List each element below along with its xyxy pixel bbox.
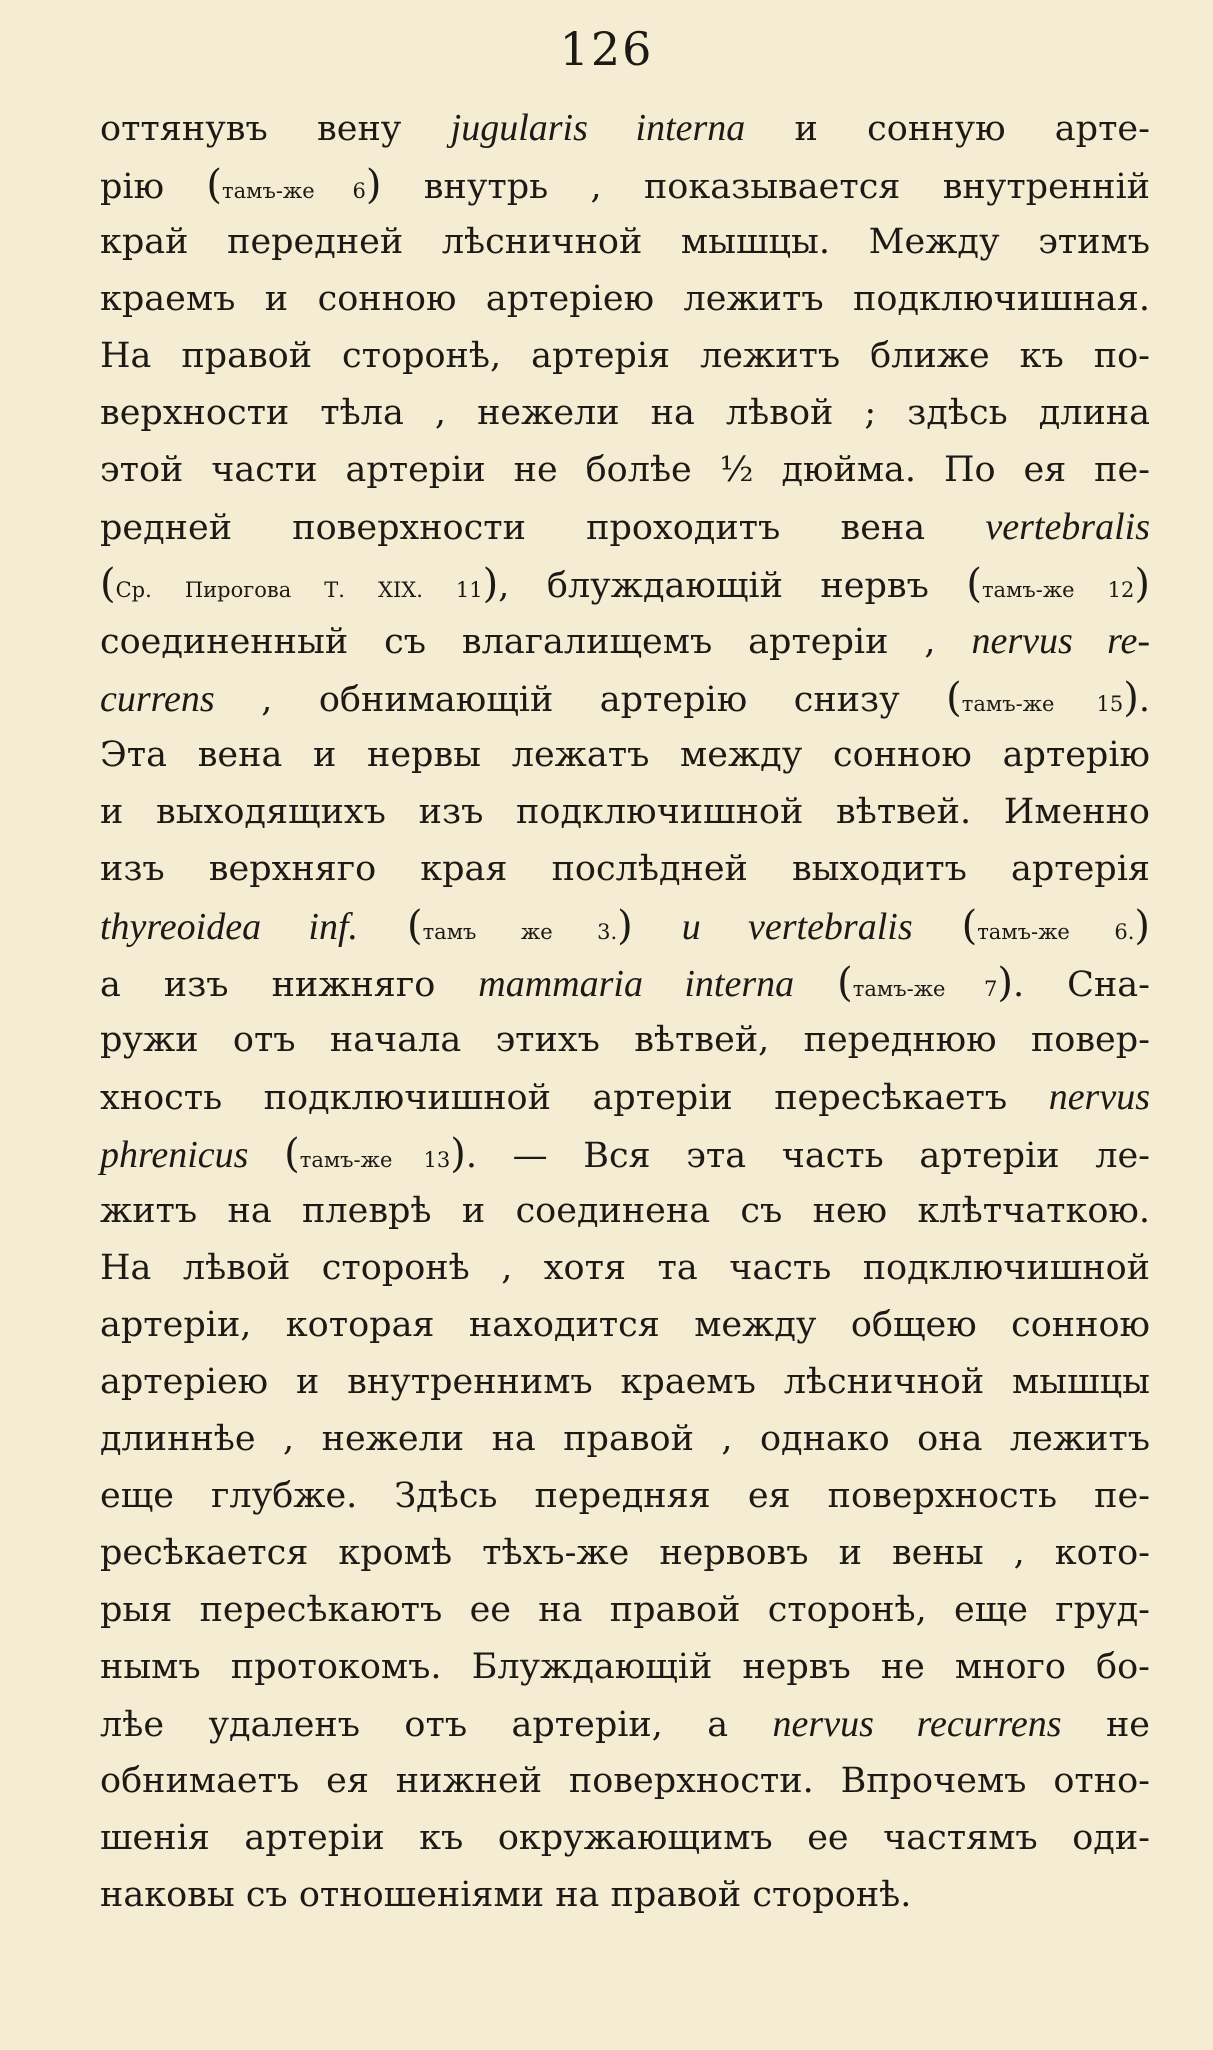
- text-segment: внутрь , показывается внутренній: [381, 167, 1150, 207]
- parenthesis: (: [406, 903, 423, 949]
- text-segment: ресѣкается кромѣ тѣхъ-же нервовъ и вены , кото-: [100, 1533, 1150, 1573]
- text-segment: еще глубже. Здѣсь передняя ея поверхность пе-: [100, 1476, 1150, 1516]
- latin-term: phrenicus: [100, 1134, 249, 1176]
- text-line: [100, 1012, 1150, 1069]
- latin-term: vertebralis: [985, 506, 1150, 548]
- text-segment: [358, 908, 407, 948]
- figure-reference: Ср. Пирогова Т. XIX. 11: [115, 578, 483, 602]
- text-line: [100, 1411, 1150, 1468]
- text-line: [100, 955, 1150, 1012]
- text-segment: и выходящихъ изъ подключишной вѣтвей. Именно: [100, 792, 1150, 832]
- parenthesis: (: [946, 675, 962, 721]
- text-line: [100, 841, 1150, 898]
- latin-term: nervus: [1048, 1076, 1150, 1118]
- text-segment: не: [1061, 1705, 1150, 1745]
- text-segment: а изъ нижняго: [100, 965, 479, 1005]
- text-segment: На правой сторонѣ, артерія лежитъ ближе къ по-: [100, 336, 1150, 376]
- latin-term: nervus re-: [971, 620, 1150, 662]
- text-segment: . — Вся эта часть артеріи ле-: [465, 1136, 1150, 1176]
- parenthesis: ): [482, 561, 499, 607]
- parenthesis: (: [100, 561, 116, 607]
- text-segment: шенія артеріи къ окружающимъ ее частямъ оди-: [100, 1818, 1150, 1858]
- text-segment: редней поверхности проходитъ вена: [100, 508, 986, 548]
- parenthesis: (: [966, 561, 982, 607]
- text-line: [100, 727, 1150, 784]
- text-line: [100, 214, 1150, 271]
- text-line: [100, 1639, 1150, 1696]
- text-line: [100, 1354, 1150, 1411]
- parenthesis: ): [617, 903, 633, 949]
- text-line: [100, 1582, 1150, 1639]
- text-segment: , блуждающій нервъ: [498, 566, 967, 606]
- parenthesis: ): [1123, 675, 1139, 721]
- text-segment: соединенный съ влагалищемъ артеріи ,: [100, 622, 972, 662]
- text-segment: артеріи, которая находится между общею сонною: [100, 1305, 1150, 1345]
- text-line: [100, 1240, 1150, 1297]
- text-line: [100, 1867, 1150, 1924]
- text-segment: ружи отъ начала этихъ вѣтвей, переднюю повер-: [100, 1020, 1150, 1060]
- text-line: [100, 1069, 1150, 1126]
- text-segment: рыя пересѣкаютъ ее на правой сторонѣ, еще груд-: [100, 1590, 1150, 1630]
- text-line: [100, 1525, 1150, 1582]
- text-segment: [248, 1136, 284, 1176]
- text-segment: этой части артеріи не болѣе ½ дюйма. По ея пе-: [100, 450, 1150, 490]
- figure-reference: тамъ-же 15: [961, 692, 1124, 716]
- page-number: 126: [559, 22, 654, 76]
- latin-term: currens: [100, 678, 215, 720]
- text-segment: .: [1138, 680, 1150, 720]
- text-line: [100, 784, 1150, 841]
- text-segment: рію: [100, 167, 207, 207]
- text-segment: край передней лѣсничной мышцы. Между этимъ: [100, 222, 1150, 262]
- text-segment: оттянувъ вену: [100, 109, 451, 149]
- parenthesis: (: [837, 960, 853, 1006]
- text-segment: верхности тѣла , нежели на лѣвой ; здѣсь длина: [100, 393, 1150, 433]
- body-text: [100, 100, 1150, 1924]
- figure-reference: тамъ-же 6: [221, 179, 366, 203]
- latin-term: jugularis interna: [450, 107, 746, 149]
- latin-term: nervus recurrens: [772, 1703, 1062, 1745]
- text-segment: краемъ и сонною артеріею лежитъ подключишная.: [100, 279, 1150, 319]
- text-line: [100, 1753, 1150, 1810]
- text-segment: обнимаетъ ея нижней поверхности. Впрочемъ отно-: [100, 1761, 1150, 1801]
- text-segment: хность подключишной артеріи пересѣкаетъ: [100, 1078, 1049, 1118]
- figure-reference: тамъ-же 6.: [977, 920, 1135, 944]
- text-line: [100, 556, 1150, 613]
- text-segment: длиннѣе , нежели на правой , однако она лежитъ: [100, 1419, 1150, 1459]
- parenthesis: ): [450, 1131, 466, 1177]
- figure-reference: тамъ-же 7: [852, 977, 998, 1001]
- text-line: [100, 613, 1150, 670]
- text-segment: изъ верхняго края послѣдней выходитъ артерія: [100, 849, 1150, 889]
- text-segment: [794, 965, 837, 1005]
- text-line: [100, 1183, 1150, 1240]
- text-line: [100, 1696, 1150, 1753]
- parenthesis: ): [1134, 903, 1150, 949]
- text-line: [100, 271, 1150, 328]
- text-line: [100, 328, 1150, 385]
- parenthesis: (: [206, 162, 222, 208]
- text-line: [100, 100, 1150, 157]
- text-line: [100, 157, 1150, 214]
- text-segment: наковы съ отношеніями на правой сторонѣ.: [100, 1875, 912, 1915]
- text-line: [100, 1810, 1150, 1867]
- parenthesis: (: [961, 903, 978, 949]
- text-segment: и сонную арте-: [745, 109, 1150, 149]
- text-line: [100, 385, 1150, 442]
- text-line: [100, 499, 1150, 556]
- latin-term: thyreoidea inf.: [100, 906, 359, 948]
- text-line: [100, 1468, 1150, 1525]
- text-line: [100, 898, 1150, 955]
- text-segment: [913, 908, 962, 948]
- latin-term: mammaria interna: [478, 963, 795, 1005]
- text-segment: . Сна-: [1013, 965, 1150, 1005]
- text-line: [100, 1297, 1150, 1354]
- text-segment: [633, 908, 682, 948]
- text-segment: лѣе удаленъ отъ артеріи, а: [100, 1705, 773, 1745]
- figure-reference: тамъ-же 12: [981, 578, 1135, 602]
- text-segment: нымъ протокомъ. Блуждающій нервъ не много бо-: [100, 1647, 1150, 1687]
- parenthesis: (: [284, 1131, 300, 1177]
- text-segment: На лѣвой сторонѣ , хотя та часть подключишной: [100, 1248, 1150, 1288]
- text-line: [100, 442, 1150, 499]
- text-line: [100, 670, 1150, 727]
- text-line: [100, 1126, 1150, 1183]
- text-segment: , обнимающій артерію снизу: [214, 680, 947, 720]
- parenthesis: ): [1134, 561, 1150, 607]
- figure-reference: тамъ-же 13: [299, 1148, 451, 1172]
- text-segment: Эта вена и нервы лежатъ между сонною артерію: [100, 735, 1150, 775]
- parenthesis: ): [365, 162, 382, 208]
- parenthesis: ): [997, 960, 1014, 1006]
- figure-reference: тамъ же 3.: [422, 920, 618, 944]
- text-segment: артеріею и внутреннимъ краемъ лѣсничной мышцы: [100, 1362, 1150, 1402]
- text-segment: житъ на плеврѣ и соединена съ нею клѣтчаткою.: [100, 1191, 1150, 1231]
- latin-term: и vertebralis: [681, 906, 913, 948]
